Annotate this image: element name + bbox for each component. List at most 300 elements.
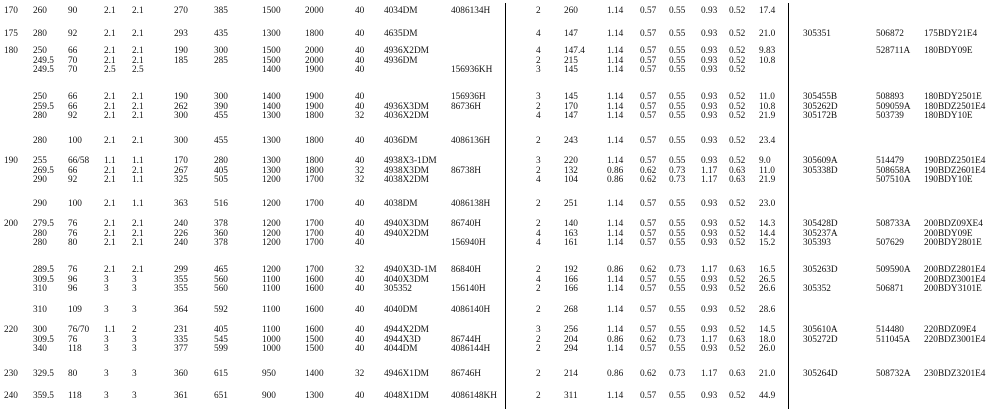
cell-size-factor: 23.4 <box>759 136 776 146</box>
cell-r-min: 2.1 <box>104 136 116 146</box>
cell-speed-oil: 1900 <box>305 65 324 76</box>
cell-f5: 0.52 <box>729 228 746 239</box>
cell-bearing-no: 4036X2DM <box>384 111 429 122</box>
cell-D: 249.5 <box>33 65 54 76</box>
cell-qty: 2 <box>536 55 541 66</box>
cell-Cr: 240 <box>174 238 188 249</box>
cell-f1: 1.14 <box>607 55 624 66</box>
cell-ref-a: 305262D <box>803 101 838 112</box>
cell-f4: 1.17 <box>701 175 718 186</box>
cell-size-factor: 11.0 <box>759 165 775 176</box>
cell-r-min: 2.1 <box>104 238 116 249</box>
cell-speed-oil: 1700 <box>305 228 324 239</box>
cell-size-factor: 9.0 <box>759 156 771 166</box>
cell-qty: 3 <box>536 156 541 166</box>
cell-ball-count: 40 <box>355 305 365 315</box>
cell-r1-min: 2.1 <box>132 101 144 112</box>
cell-ball-count: 40 <box>355 199 365 209</box>
cell-ref-a: 305272D <box>803 334 838 345</box>
cell-f2: 0.57 <box>640 219 657 229</box>
cell-mass: 243 <box>564 136 578 146</box>
cell-bearing-no: 4048X1DM <box>384 391 429 401</box>
cell-alt-no: 86840H <box>451 265 481 275</box>
cell-qty: 4 <box>536 175 541 186</box>
cell-B: 96 <box>68 274 78 285</box>
cell-speed-oil: 1700 <box>305 265 324 275</box>
cell-ref-b: 509059A <box>876 101 911 112</box>
cell-d: 180 <box>4 46 18 56</box>
cell-r1-min: 3 <box>132 274 137 285</box>
cell-f2: 0.57 <box>640 325 657 335</box>
cell-size-factor: 21.9 <box>759 175 776 186</box>
cell-size-factor: 14.4 <box>759 228 776 239</box>
cell-f5: 0.52 <box>729 65 746 76</box>
cell-f2: 0.57 <box>640 238 657 249</box>
cell-f2: 0.57 <box>640 55 657 66</box>
cell-alt-no: 4086138H <box>451 199 491 209</box>
cell-ball-count: 40 <box>355 156 365 166</box>
cell-d: 175 <box>4 29 18 39</box>
cell-ball-count: 32 <box>355 175 365 186</box>
cell-size-factor: 17.4 <box>759 6 776 16</box>
cell-ref-a: 305609A <box>803 156 838 166</box>
cell-speed-grease: 1300 <box>262 136 281 146</box>
cell-D: 329.5 <box>33 369 54 379</box>
cell-f1: 1.14 <box>607 238 624 249</box>
cell-f5: 0.52 <box>729 238 746 249</box>
cell-size-factor: 14.5 <box>759 325 776 335</box>
cell-f3: 0.55 <box>669 111 686 122</box>
cell-f3: 0.73 <box>669 175 686 186</box>
cell-f4: 0.93 <box>701 29 718 39</box>
cell-qty: 4 <box>536 274 541 285</box>
cell-ref-c: 200BDZ09XE4 <box>924 219 983 229</box>
cell-D: 310 <box>33 305 47 315</box>
cell-f2: 0.57 <box>640 29 657 39</box>
cell-bearing-no: 4040DM <box>384 305 418 315</box>
cell-ref-a: 305338D <box>803 165 838 176</box>
cell-B: 80 <box>68 369 78 379</box>
cell-ball-count: 40 <box>355 238 365 249</box>
cell-f3: 0.55 <box>669 238 686 249</box>
cell-B: 109 <box>68 305 82 315</box>
cell-bearing-no: 4940X3DM <box>384 219 429 229</box>
cell-f5: 0.52 <box>729 111 746 122</box>
cell-ball-count: 40 <box>355 228 365 239</box>
cell-f1: 1.14 <box>607 305 624 315</box>
cell-f4: 0.93 <box>701 101 718 112</box>
cell-mass: 260 <box>564 6 578 16</box>
cell-r-min: 1.1 <box>104 156 116 166</box>
cell-f3: 0.55 <box>669 228 686 239</box>
cell-speed-grease: 1300 <box>262 29 281 39</box>
cell-ref-b: 528711A <box>876 46 911 56</box>
cell-speed-oil: 2000 <box>305 55 324 66</box>
cell-alt-no: 86746H <box>451 369 481 379</box>
cell-f1: 0.86 <box>607 369 624 379</box>
cell-mass: 170 <box>564 101 578 112</box>
cell-r-min: 2.1 <box>104 111 116 122</box>
cell-C0r: 455 <box>214 136 228 146</box>
cell-D: 289.5 <box>33 265 54 275</box>
cell-ref-c: 230BDZ3201E4 <box>924 369 986 379</box>
cell-ball-count: 32 <box>355 111 365 122</box>
cell-r-min: 3 <box>104 284 109 295</box>
cell-r1-min: 3 <box>132 305 137 315</box>
cell-size-factor: 26.5 <box>759 274 776 285</box>
cell-speed-oil: 1400 <box>305 369 324 379</box>
cell-ref-b: 503739 <box>876 111 904 122</box>
cell-f4: 0.93 <box>701 199 718 209</box>
cell-f1: 1.14 <box>607 274 624 285</box>
cell-d: 230 <box>4 369 18 379</box>
cell-Cr: 355 <box>174 274 188 285</box>
cell-speed-grease: 900 <box>262 391 276 401</box>
cell-mass: 104 <box>564 175 578 186</box>
cell-ref-c: 190BDZ2501E4 <box>924 156 986 166</box>
cell-speed-grease: 1500 <box>262 6 281 16</box>
cell-D: 309.5 <box>33 334 54 345</box>
cell-f1: 1.14 <box>607 199 624 209</box>
cell-speed-grease: 1100 <box>262 325 281 335</box>
cell-speed-grease: 1000 <box>262 344 281 355</box>
cell-ref-b: 508733A <box>876 219 911 229</box>
cell-D: 300 <box>33 325 47 335</box>
cell-B: 96 <box>68 284 78 295</box>
cell-bearing-no: 4044DM <box>384 344 418 355</box>
cell-B: 100 <box>68 136 82 146</box>
cell-size-factor: 15.2 <box>759 238 776 249</box>
cell-ref-b: 507629 <box>876 238 904 249</box>
cell-f5: 0.52 <box>729 6 746 16</box>
cell-bearing-no: 4944X3D <box>384 334 421 345</box>
cell-B: 118 <box>68 391 82 401</box>
cell-speed-oil: 1900 <box>305 101 324 112</box>
cell-C0r: 545 <box>214 334 228 345</box>
cell-D: 250 <box>33 46 47 56</box>
cell-speed-grease: 1100 <box>262 305 281 315</box>
cell-f1: 1.14 <box>607 46 624 56</box>
cell-ref-c: 220BDZ09E4 <box>924 325 977 335</box>
cell-f1: 1.14 <box>607 156 624 166</box>
cell-f5: 0.52 <box>729 55 746 66</box>
cell-r-min: 2.1 <box>104 101 116 112</box>
cell-alt-no: 86740H <box>451 219 481 229</box>
cell-speed-oil: 1500 <box>305 344 324 355</box>
cell-bearing-no: 4036DM <box>384 136 418 146</box>
cell-ref-a: 305393 <box>803 238 831 249</box>
cell-speed-oil: 2000 <box>305 46 324 56</box>
cell-speed-oil: 1800 <box>305 136 324 146</box>
cell-f5: 0.52 <box>729 136 746 146</box>
cell-f3: 0.55 <box>669 391 686 401</box>
cell-Cr: 270 <box>174 6 188 16</box>
column-divider-left <box>505 3 506 409</box>
cell-C0r: 560 <box>214 284 228 295</box>
cell-d: 220 <box>4 325 18 335</box>
cell-mass: 132 <box>564 165 578 176</box>
cell-f3: 0.55 <box>669 46 686 56</box>
cell-f3: 0.55 <box>669 6 686 16</box>
cell-B: 70 <box>68 65 78 76</box>
cell-size-factor: 16.5 <box>759 265 776 275</box>
cell-f3: 0.73 <box>669 165 686 176</box>
cell-qty: 4 <box>536 111 541 122</box>
cell-D: 290 <box>33 199 47 209</box>
cell-alt-no: 156936KH <box>451 65 493 76</box>
cell-r-min: 2.1 <box>104 175 116 186</box>
cell-d: 170 <box>4 6 18 16</box>
cell-qty: 2 <box>536 391 541 401</box>
cell-f1: 1.14 <box>607 325 624 335</box>
cell-f1: 0.86 <box>607 165 624 176</box>
cell-ball-count: 40 <box>355 29 365 39</box>
cell-f4: 0.93 <box>701 6 718 16</box>
cell-r1-min: 3 <box>132 344 137 355</box>
cell-qty: 2 <box>536 6 541 16</box>
cell-ref-b: 508732A <box>876 369 911 379</box>
cell-r1-min: 2.1 <box>132 165 144 176</box>
cell-ref-a: 305610A <box>803 325 838 335</box>
cell-r1-min: 1.1 <box>132 199 144 209</box>
cell-ref-a: 305428D <box>803 219 838 229</box>
cell-mass: 147 <box>564 111 578 122</box>
cell-size-factor: 14.3 <box>759 219 776 229</box>
cell-alt-no: 156940H <box>451 238 486 249</box>
cell-f2: 0.62 <box>640 334 657 345</box>
cell-size-factor: 21.0 <box>759 369 776 379</box>
cell-qty: 4 <box>536 29 541 39</box>
cell-speed-grease: 1200 <box>262 238 281 249</box>
cell-Cr: 300 <box>174 111 188 122</box>
cell-ball-count: 40 <box>355 344 365 355</box>
cell-f3: 0.55 <box>669 101 686 112</box>
cell-qty: 2 <box>536 344 541 355</box>
cell-f3: 0.55 <box>669 325 686 335</box>
cell-mass: 294 <box>564 344 578 355</box>
cell-ref-a: 305264D <box>803 369 838 379</box>
cell-C0r: 455 <box>214 111 228 122</box>
cell-f5: 0.52 <box>729 219 746 229</box>
cell-speed-grease: 1000 <box>262 334 281 345</box>
cell-f3: 0.55 <box>669 55 686 66</box>
cell-B: 76/70 <box>68 325 90 335</box>
cell-r-min: 3 <box>104 391 109 401</box>
cell-ref-c: 200BDY2801E <box>924 238 982 249</box>
cell-Cr: 300 <box>174 136 188 146</box>
cell-f4: 1.17 <box>701 165 718 176</box>
cell-D: 260 <box>33 6 47 16</box>
cell-f3: 0.55 <box>669 344 686 355</box>
cell-D: 290 <box>33 175 47 186</box>
cell-f3: 0.55 <box>669 29 686 39</box>
cell-ref-b: 507510A <box>876 175 911 186</box>
cell-C0r: 599 <box>214 344 228 355</box>
cell-r-min: 2.1 <box>104 228 116 239</box>
cell-f1: 1.14 <box>607 284 624 295</box>
cell-C0r: 651 <box>214 391 228 401</box>
cell-Cr: 231 <box>174 325 188 335</box>
cell-speed-grease: 1300 <box>262 165 281 176</box>
cell-bearing-no: 4938X3DM <box>384 165 429 176</box>
cell-speed-oil: 1600 <box>305 284 324 295</box>
cell-qty: 3 <box>536 92 541 102</box>
cell-speed-grease: 1200 <box>262 199 281 209</box>
cell-f2: 0.62 <box>640 265 657 275</box>
cell-f4: 0.93 <box>701 55 718 66</box>
cell-qty: 4 <box>536 228 541 239</box>
cell-ref-b: 509590A <box>876 265 911 275</box>
cell-r1-min: 3 <box>132 391 137 401</box>
cell-mass: 215 <box>564 55 578 66</box>
cell-Cr: 335 <box>174 334 188 345</box>
cell-C0r: 615 <box>214 369 228 379</box>
cell-ball-count: 40 <box>355 334 365 345</box>
cell-qty: 2 <box>536 334 541 345</box>
cell-Cr: 299 <box>174 265 188 275</box>
cell-r-min: 2.1 <box>104 6 116 16</box>
cell-f4: 0.93 <box>701 325 718 335</box>
cell-f5: 0.52 <box>729 92 746 102</box>
cell-alt-no: 156140H <box>451 284 486 295</box>
cell-f1: 1.14 <box>607 219 624 229</box>
cell-f5: 0.63 <box>729 265 746 275</box>
cell-mass: 163 <box>564 228 578 239</box>
cell-speed-oil: 1700 <box>305 175 324 186</box>
cell-f3: 0.55 <box>669 305 686 315</box>
cell-f5: 0.63 <box>729 369 746 379</box>
cell-f5: 0.52 <box>729 305 746 315</box>
cell-mass: 161 <box>564 238 578 249</box>
cell-r1-min: 2.1 <box>132 238 144 249</box>
cell-f2: 0.57 <box>640 6 657 16</box>
cell-B: 76 <box>68 265 78 275</box>
cell-alt-no: 4086140H <box>451 305 491 315</box>
cell-speed-grease: 1300 <box>262 156 281 166</box>
cell-r-min: 2.5 <box>104 65 116 76</box>
cell-ref-c: 180BDZ2501E4 <box>924 101 986 112</box>
cell-C0r: 280 <box>214 156 228 166</box>
cell-qty: 2 <box>536 165 541 176</box>
cell-B: 100 <box>68 199 82 209</box>
cell-f1: 1.14 <box>607 111 624 122</box>
cell-f2: 0.57 <box>640 65 657 76</box>
cell-r-min: 2.1 <box>104 92 116 102</box>
cell-f5: 0.52 <box>729 325 746 335</box>
cell-Cr: 190 <box>174 92 188 102</box>
cell-B: 76 <box>68 334 78 345</box>
cell-f3: 0.73 <box>669 369 686 379</box>
cell-alt-no: 86738H <box>451 165 481 176</box>
cell-r-min: 2.1 <box>104 199 116 209</box>
cell-speed-grease: 1200 <box>262 265 281 275</box>
cell-ref-b: 508893 <box>876 92 904 102</box>
cell-f4: 0.93 <box>701 92 718 102</box>
cell-mass: 145 <box>564 65 578 76</box>
cell-B: 90 <box>68 6 78 16</box>
cell-ref-a: 305352 <box>803 284 831 295</box>
cell-f1: 0.86 <box>607 334 624 345</box>
cell-D: 249.5 <box>33 55 54 66</box>
cell-D: 255 <box>33 156 47 166</box>
cell-f1: 0.86 <box>607 175 624 186</box>
cell-D: 359.5 <box>33 391 54 401</box>
cell-D: 280 <box>33 29 47 39</box>
cell-Cr: 185 <box>174 55 188 66</box>
cell-f2: 0.57 <box>640 284 657 295</box>
cell-r1-min: 2 <box>132 325 137 335</box>
cell-bearing-no: 4034DM <box>384 6 418 16</box>
cell-B: 66 <box>68 92 78 102</box>
cell-B: 80 <box>68 238 78 249</box>
cell-r-min: 2.1 <box>104 265 116 275</box>
cell-ref-c: 180BDY2501E <box>924 92 982 102</box>
cell-r1-min: 2.5 <box>132 65 144 76</box>
cell-f1: 1.14 <box>607 228 624 239</box>
cell-speed-grease: 1400 <box>262 92 281 102</box>
cell-bearing-no: 4038X2DM <box>384 175 429 186</box>
cell-r1-min: 2.1 <box>132 46 144 56</box>
cell-speed-oil: 1800 <box>305 111 324 122</box>
cell-f2: 0.62 <box>640 369 657 379</box>
cell-d: 200 <box>4 219 18 229</box>
cell-size-factor: 21.9 <box>759 111 776 122</box>
cell-f4: 1.17 <box>701 334 718 345</box>
cell-bearing-no: 4938X3-1DM <box>384 156 437 166</box>
cell-alt-no: 4086148KH <box>451 391 497 401</box>
cell-ball-count: 40 <box>355 219 365 229</box>
cell-f1: 0.86 <box>607 265 624 275</box>
cell-ball-count: 40 <box>355 101 365 112</box>
cell-r1-min: 3 <box>132 284 137 295</box>
cell-alt-no: 4086134H <box>451 6 491 16</box>
cell-bearing-no: 4635DM <box>384 29 418 39</box>
cell-ball-count: 32 <box>355 165 365 176</box>
cell-ref-b: 511045A <box>876 334 911 345</box>
cell-B: 92 <box>68 175 78 186</box>
cell-Cr: 363 <box>174 199 188 209</box>
cell-ball-count: 40 <box>355 325 365 335</box>
cell-r-min: 3 <box>104 274 109 285</box>
cell-speed-grease: 1300 <box>262 111 281 122</box>
cell-f4: 0.93 <box>701 156 718 166</box>
cell-f2: 0.57 <box>640 46 657 56</box>
cell-r1-min: 3 <box>132 369 137 379</box>
cell-B: 66 <box>68 46 78 56</box>
cell-f4: 0.93 <box>701 136 718 146</box>
cell-speed-oil: 1900 <box>305 92 324 102</box>
cell-C0r: 560 <box>214 274 228 285</box>
cell-f4: 0.93 <box>701 46 718 56</box>
cell-f4: 0.93 <box>701 65 718 76</box>
cell-D: 280 <box>33 238 47 249</box>
cell-f2: 0.62 <box>640 175 657 186</box>
cell-r-min: 2.1 <box>104 29 116 39</box>
cell-f2: 0.57 <box>640 101 657 112</box>
cell-f4: 0.93 <box>701 238 718 249</box>
cell-r-min: 3 <box>104 369 109 379</box>
cell-f2: 0.57 <box>640 136 657 146</box>
cell-Cr: 325 <box>174 175 188 186</box>
cell-size-factor: 9.83 <box>759 46 776 56</box>
cell-mass: 251 <box>564 199 578 209</box>
cell-speed-oil: 1600 <box>305 325 324 335</box>
cell-f4: 1.17 <box>701 265 718 275</box>
cell-ball-count: 40 <box>355 284 365 295</box>
cell-bearing-no: 4936DM <box>384 55 418 66</box>
cell-speed-oil: 1800 <box>305 165 324 176</box>
cell-f2: 0.57 <box>640 228 657 239</box>
